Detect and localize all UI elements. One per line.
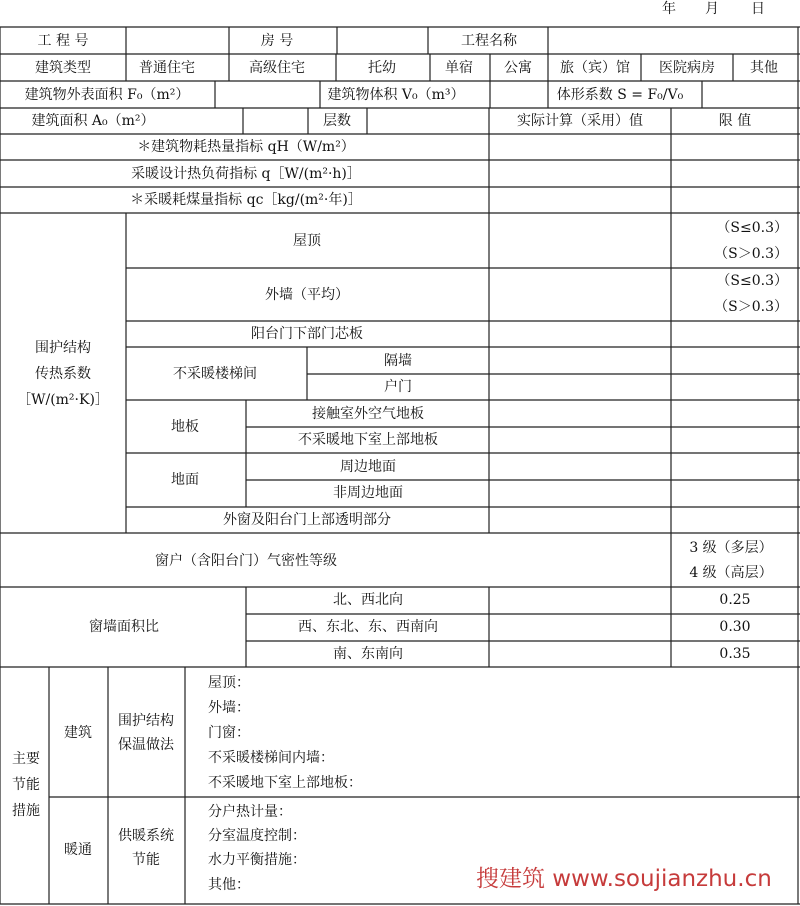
heat-consumption-index: ＊建筑物耗热量指标 qH（W/m²） [137,139,355,155]
roof-s-large: （S＞0.3） [714,246,788,262]
ratio-value-north: 0.25 [719,592,751,608]
envelope-label-line-3: ［W/(m²·K)］ [17,392,109,408]
floor-slab-label: 地板 [171,419,199,435]
volume-label: 建筑物体积 V₀（m³） [327,87,465,103]
coal-consumption-index: ＊采暖耗煤量指标 qc［kg/(m²·年)］ [130,192,362,208]
heating-system-label [118,824,174,872]
envelope-insulation-label [118,709,174,757]
type-other: 其他 [750,60,778,76]
measure-household-metering: 分户热计量： [208,804,292,820]
balcony-door-panel-label: 阳台门下部门芯板 [251,326,363,342]
heating-label-line-2: 节能 [132,852,160,868]
perimeter-ground-label: 周边地面 [340,459,396,475]
day-label: 日 [751,1,765,17]
airtightness-level-multi: 3 级（多层） [689,540,773,556]
surface-area-label: 建筑物外表面积 F₀（m²） [24,87,190,103]
project-name-label: 工程名称 [461,33,517,49]
measure-room-temp-control: 分室温度控制： [208,828,306,844]
ratio-orientation-north: 北、西北向 [333,592,403,608]
wall-s-large: （S＞0.3） [714,299,788,315]
partition-wall-label: 隔墙 [384,353,412,369]
heating-label-line-1: 供暖系统 [118,828,174,844]
measure-stair-inner-wall: 不采暖楼梯间内墙： [208,750,334,766]
insulation-label-line-1: 围护结构 [118,713,174,729]
ratio-value-east-west: 0.30 [719,619,751,635]
shape-coefficient-label: 体形系数 S = F₀/V₀ [556,87,684,103]
measures-label-line-2: 节能 [12,777,40,793]
type-hotel: 旅（宾）馆 [560,60,630,76]
type-dormitory: 单宿 [445,60,473,76]
measure-outer-wall: 外墙： [208,700,250,716]
envelope-label-line-1: 围护结构 [34,340,91,356]
ratio-orientation-east-west: 西、东北、东、西南向 [298,619,438,635]
project-no-label: 工 程 号 [37,33,89,49]
main-measures-label [12,746,40,824]
type-luxury-residence: 高级住宅 [249,60,305,76]
limit-value-header: 限 值 [718,113,752,129]
actual-value-header: 实际计算（采用）值 [517,113,643,129]
year-label: 年 [662,1,676,17]
floor-area-label: 建筑面积 A₀（m²） [31,113,155,129]
heating-load-index: 采暖设计热负荷指标 q［W/(m²·h)］ [131,166,361,182]
measure-doors-windows: 门窗： [208,725,250,741]
type-ordinary-residence: 普通住宅 [139,60,195,76]
insulation-label-line-2: 保温做法 [118,737,174,753]
envelope-group-label [17,335,109,413]
ground-label: 地面 [171,472,199,488]
measures-label-line-1: 主要 [12,751,40,767]
basement-floor-label: 不采暖地下室上部地板 [298,432,438,448]
wall-s-small: （S≤0.3） [716,273,788,289]
ratio-value-south: 0.35 [719,646,751,662]
watermark-text: 搜建筑 www.soujianzhu.cn [476,866,772,892]
hvac-label: 暖通 [64,842,92,858]
window-wall-ratio-label: 窗墙面积比 [89,619,159,635]
non-perimeter-ground-label: 非周边地面 [333,485,403,501]
wall-label: 外墙（平均） [265,287,349,303]
type-nursery: 托幼 [368,60,396,76]
measures-label-line-3: 措施 [12,803,40,819]
unheated-stair-label: 不采暖楼梯间 [173,366,257,382]
month-label: 月 [705,1,719,17]
measure-basement-floor: 不采暖地下室上部地板： [208,775,362,791]
architecture-label: 建筑 [64,725,92,741]
roof-s-small: （S≤0.3） [716,220,788,236]
airtightness-label: 窗户（含阳台门）气密性等级 [155,553,337,569]
type-apartment: 公寓 [504,60,532,76]
measure-hydraulic-balance: 水力平衡措施： [208,852,306,868]
measure-roof: 屋顶： [208,675,250,691]
entry-door-label: 户门 [384,379,412,395]
envelope-label-line-2: 传热系数 [34,366,91,382]
building-type-label: 建筑类型 [35,60,91,76]
measure-other: 其他： [208,877,250,893]
ratio-orientation-south: 南、东南向 [333,646,403,662]
type-hospital-ward: 医院病房 [659,60,715,76]
roof-label: 屋顶 [293,233,321,249]
window-transparent-label: 外窗及阳台门上部透明部分 [223,512,391,528]
floors-label: 层数 [323,113,351,129]
outdoor-floor-label: 接触室外空气地板 [312,406,424,422]
house-no-label: 房 号 [260,33,294,49]
airtightness-level-high: 4 级（高层） [689,565,773,581]
